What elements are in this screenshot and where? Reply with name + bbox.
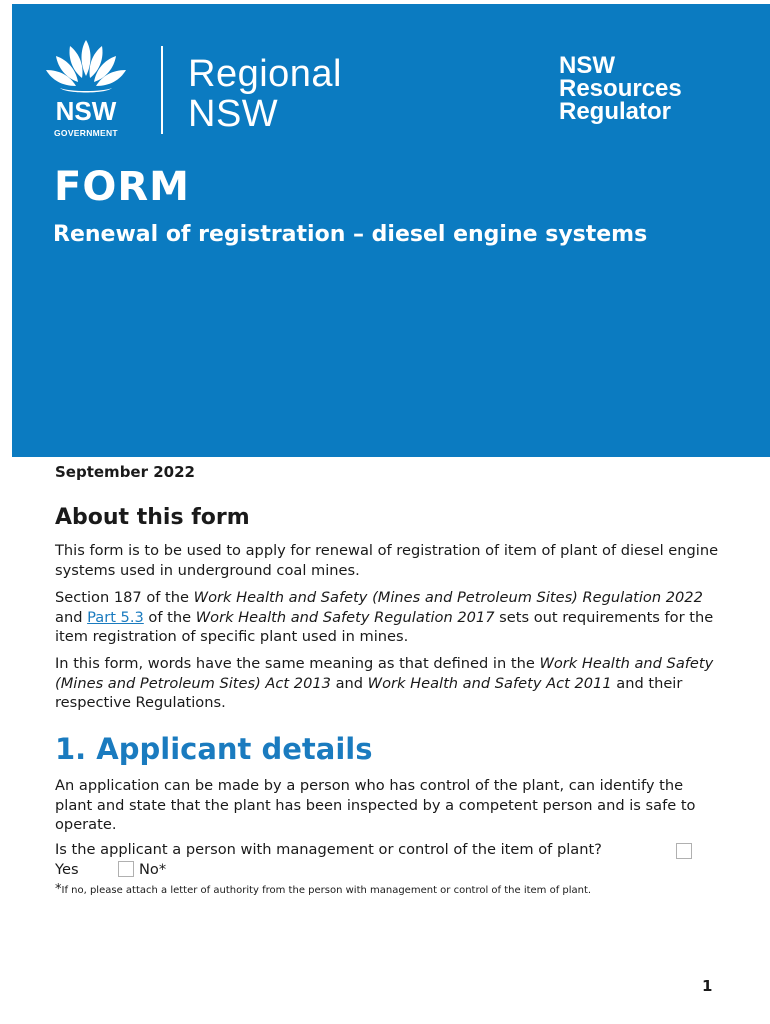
government-caption: GOVERNMENT <box>54 128 118 138</box>
about-heading: About this form <box>55 505 250 530</box>
p2-text: of the <box>143 608 196 626</box>
form-label: FORM <box>54 164 190 210</box>
management-control-question: Is the applicant a person with management or control of the item of plant? <box>55 841 602 858</box>
no-checkbox[interactable] <box>118 861 134 877</box>
p2-text: Section 187 of the <box>55 589 194 606</box>
regulator-line3: Regulator <box>559 98 672 125</box>
regulation-title: Work Health and Safety (Mines and Petroleum Sites) Regulation 2022 <box>193 589 703 606</box>
regional-line2: NSW <box>188 93 279 135</box>
footnote-star: * <box>55 882 62 897</box>
act-title: Work Health and Safety Act 2011 <box>367 674 612 692</box>
resources-regulator-logo <box>559 54 682 123</box>
about-paragraph-3 <box>55 654 720 713</box>
nsw-waratah-logo-icon <box>40 36 132 140</box>
p3-text: In this form, words have the same meaning as that defined in the <box>55 655 540 672</box>
nsw-logo-word: NSW <box>55 96 117 126</box>
regulator-line2: Resources <box>559 75 682 102</box>
yes-checkbox[interactable] <box>676 843 692 859</box>
applicant-intro: An application can be made by a person who has control of the plant, can identify the plant and state that the plant has been inspected by a competent person and is safe to operate. <box>55 777 696 833</box>
footnote <box>55 882 591 897</box>
cover-banner <box>12 4 770 457</box>
no-label: No* <box>139 861 167 878</box>
regulator-line1: NSW <box>559 52 615 79</box>
section-heading-applicant-details: 1. Applicant details <box>55 732 373 766</box>
footnote-text: If no, please attach a letter of authority from the person with management or control of the item of plant. <box>61 885 592 896</box>
form-title: Renewal of registration – diesel engine systems <box>53 222 648 247</box>
p3-text: and their respective Regulations. <box>55 674 683 711</box>
p2-text: sets out requirements for the item registration of specific plant used in mines. <box>55 608 714 645</box>
yes-label: Yes <box>55 861 79 878</box>
about-paragraph-1: This form is to be used to apply for renewal of registration of item of plant of diesel engine systems used in underground coal mines. <box>55 542 719 579</box>
publication-date: September 2022 <box>55 463 195 481</box>
regional-line1: Regional <box>188 53 342 95</box>
regional-nsw-logo <box>188 54 342 134</box>
act-title: Work Health and Safety (Mines and Petroleum Sites) Act 2013 <box>55 655 714 692</box>
part-5-3-link[interactable]: Part 5.3 <box>87 608 144 626</box>
regulation-title: Work Health and Safety Regulation 2017 <box>195 608 495 626</box>
p2-text: and <box>55 608 88 626</box>
p3-text: and <box>330 674 368 692</box>
about-paragraph-2 <box>55 588 720 647</box>
logo-divider <box>161 46 163 134</box>
page-number: 1 <box>702 977 713 995</box>
